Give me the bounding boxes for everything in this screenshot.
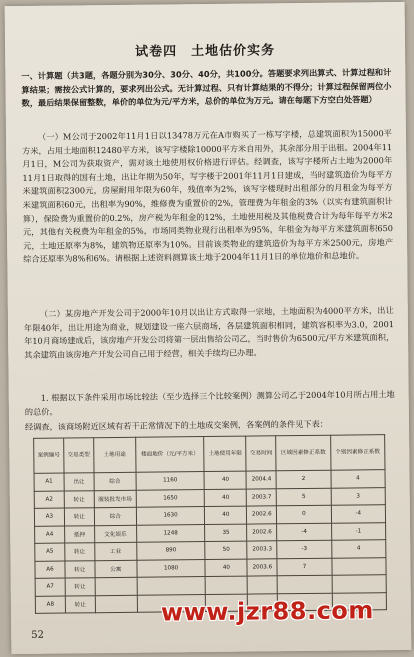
question-1-paragraph: （一）M公司于2002年11月1日以13478万元在A市购买了一栋写字楼，总建筑面积为15000平方米，占用土地面积12480平方米，该写字楼除10000平方米自用外，其余部分用于出租。2004年11月1日，M公司为获取资产，需对该土地使用权价格进行评估。经调查，该写字楼所占土地为2000年11月1日取得的国有土地，出让年期为50年，写字楼于2001年11月1日建成，当时建筑造价为每平方米建筑面积2300元，房屋耐用年限为60年，残值率为2%，该写字楼现时出租部分的月租金为每平方米建筑面积60元，出租率为90%，维修费为重置价的2%，管理费为年租金的3%（以实有建筑面积计算），保险费为重置价的0.2%，房产税为年租金的12%，土地使用税及其他税费合计为每年每平方米2元，其他有关税费为年租金的5%，市场同类物业现行出租率为95%，年租金为每平方米建筑面积650元，土地还原率为8%，建筑物还原率为10%。目前该类物业的建筑造价为每平方米2500元，房地产综合还原率为8%和6%。请根据上述资料测算该土地于2004年11月1日的单位地价和总地价。: [22, 128, 394, 265]
table-cell: 2003.7: [247, 488, 277, 506]
table-cell: 3: [331, 487, 386, 505]
table-cell: 转让: [65, 595, 95, 613]
table-cell: 1630: [136, 507, 205, 525]
table-cell: 工业: [94, 542, 136, 560]
table-header-cell: 土地用途: [93, 437, 135, 472]
table-cell: [277, 575, 331, 593]
table-cell: 转让: [65, 578, 95, 596]
table-cell: 1248: [136, 524, 205, 542]
comparables-table: [33, 434, 387, 614]
table-cell: 2: [276, 470, 330, 488]
table-cell: A7: [35, 578, 65, 596]
table-cell: 2003.3: [247, 541, 277, 559]
table-cell: 出让: [64, 473, 94, 491]
table-cell: 2004.4: [246, 471, 276, 489]
table-cell: 7: [277, 558, 331, 576]
table-cell: 服装批发市场: [94, 490, 136, 508]
table-cell: 1160: [136, 472, 205, 490]
table-header-cell: 个别因素修正系数: [330, 435, 385, 471]
table-cell: 2003.6: [247, 558, 277, 576]
table-cell: 40: [205, 559, 247, 577]
table-cell: [137, 577, 206, 595]
table-cell: A8: [35, 596, 65, 614]
table-cell: 890: [137, 542, 206, 560]
page-number: 52: [31, 629, 45, 641]
table-cell: 2002.6: [247, 506, 277, 524]
table-cell: [332, 557, 387, 575]
table-cell: A6: [35, 561, 65, 579]
table-cell: [205, 576, 247, 594]
table-cell: A5: [35, 543, 65, 561]
table-cell: 4: [331, 540, 386, 558]
table-cell: 转让: [65, 560, 95, 578]
table-cell: A2: [34, 491, 64, 509]
sub-question-1: 1. 根据以下条件采用市场比较法（至少选择三个比较案例）测算公司乙于2004年10月所占用土地的总价。: [24, 389, 395, 417]
table-cell: 40: [205, 506, 247, 524]
table-cell: 1080: [137, 559, 206, 577]
table-header-cell: 案例编号: [34, 438, 64, 473]
table-header-cell: 交易时间: [246, 436, 276, 471]
table-body: [34, 470, 386, 614]
table-cell: 综合: [94, 472, 136, 490]
question-2-paragraph: （二）某房地产开发公司于2000年10月以出让方式取得一宗地，土地面积为4000平方米，出让年限40年，出让用途为商业，规划建设一座六层商场，各层建筑面积相同，建筑容积率为3.0，2001年10月商场建成后，该房地产开发公司将第一层出售给公司乙，当时售价为6500元/平方米建筑面积，其余建筑由该房地产开发公司自己用于经营，相关手续均已办理。: [23, 305, 395, 360]
table-cell: 5: [277, 488, 331, 506]
table-cell: 1650: [136, 489, 205, 507]
table-cell: -4: [277, 523, 331, 541]
table-cell: 文化娱乐: [94, 525, 136, 543]
table-cell: 抵押: [64, 525, 94, 543]
table-header-cell: 区域因素修正系数: [276, 435, 331, 471]
document-page: [5, 2, 412, 654]
table-cell: 转让: [64, 490, 94, 508]
table-cell: -4: [331, 505, 386, 523]
table-intro-note: 经调查，该商场附近区域有若干正常情况下的土地成交案例，各案例的条件见下表：: [24, 418, 329, 432]
table-header-row: [34, 435, 385, 474]
table-cell: 转让: [64, 508, 94, 526]
table-cell: A1: [34, 473, 64, 491]
table-cell: -1: [331, 522, 386, 540]
table-cell: 40: [205, 489, 247, 507]
table-cell: 4: [331, 470, 386, 488]
table-header-cell: 交易类型: [64, 438, 94, 473]
table-cell: 50: [205, 541, 247, 559]
table-header-cell: 土地使用年限: [204, 436, 246, 471]
table-cell: 40: [204, 471, 246, 489]
table-cell: [95, 595, 137, 613]
table-header-cell: 楼面地价（元/平方米）: [135, 437, 204, 473]
page-title: 试卷四 土地估价实务: [135, 43, 276, 60]
table-cell: [332, 575, 387, 593]
table-cell: -3: [277, 540, 331, 558]
section-intro: 一、计算题（共3题，各题分别为30分、30分、40分，共100分。答题要求列出算式、计算过程和计算结果；需按公式计算的，要求列出公式。无计算过程、只有计算结果的不得分；计算过程保留两位小数，最后结果保留整数，单价的单位为元/平方米，总价的单位为万元。请在每题下方空白处答题）: [21, 67, 392, 109]
table-cell: 35: [205, 524, 247, 542]
table-cell: 0: [277, 505, 331, 523]
table-cell: A3: [34, 508, 64, 526]
table-cell: [248, 576, 278, 594]
watermark: www.jzr88.com: [160, 596, 374, 627]
table-cell: 转让: [65, 543, 95, 561]
table-cell: [95, 577, 137, 595]
table-cell: A4: [35, 526, 65, 544]
table-cell: 综合: [94, 507, 136, 525]
table-cell: 公寓: [95, 560, 137, 578]
table-cell: 2002.6: [247, 523, 277, 541]
